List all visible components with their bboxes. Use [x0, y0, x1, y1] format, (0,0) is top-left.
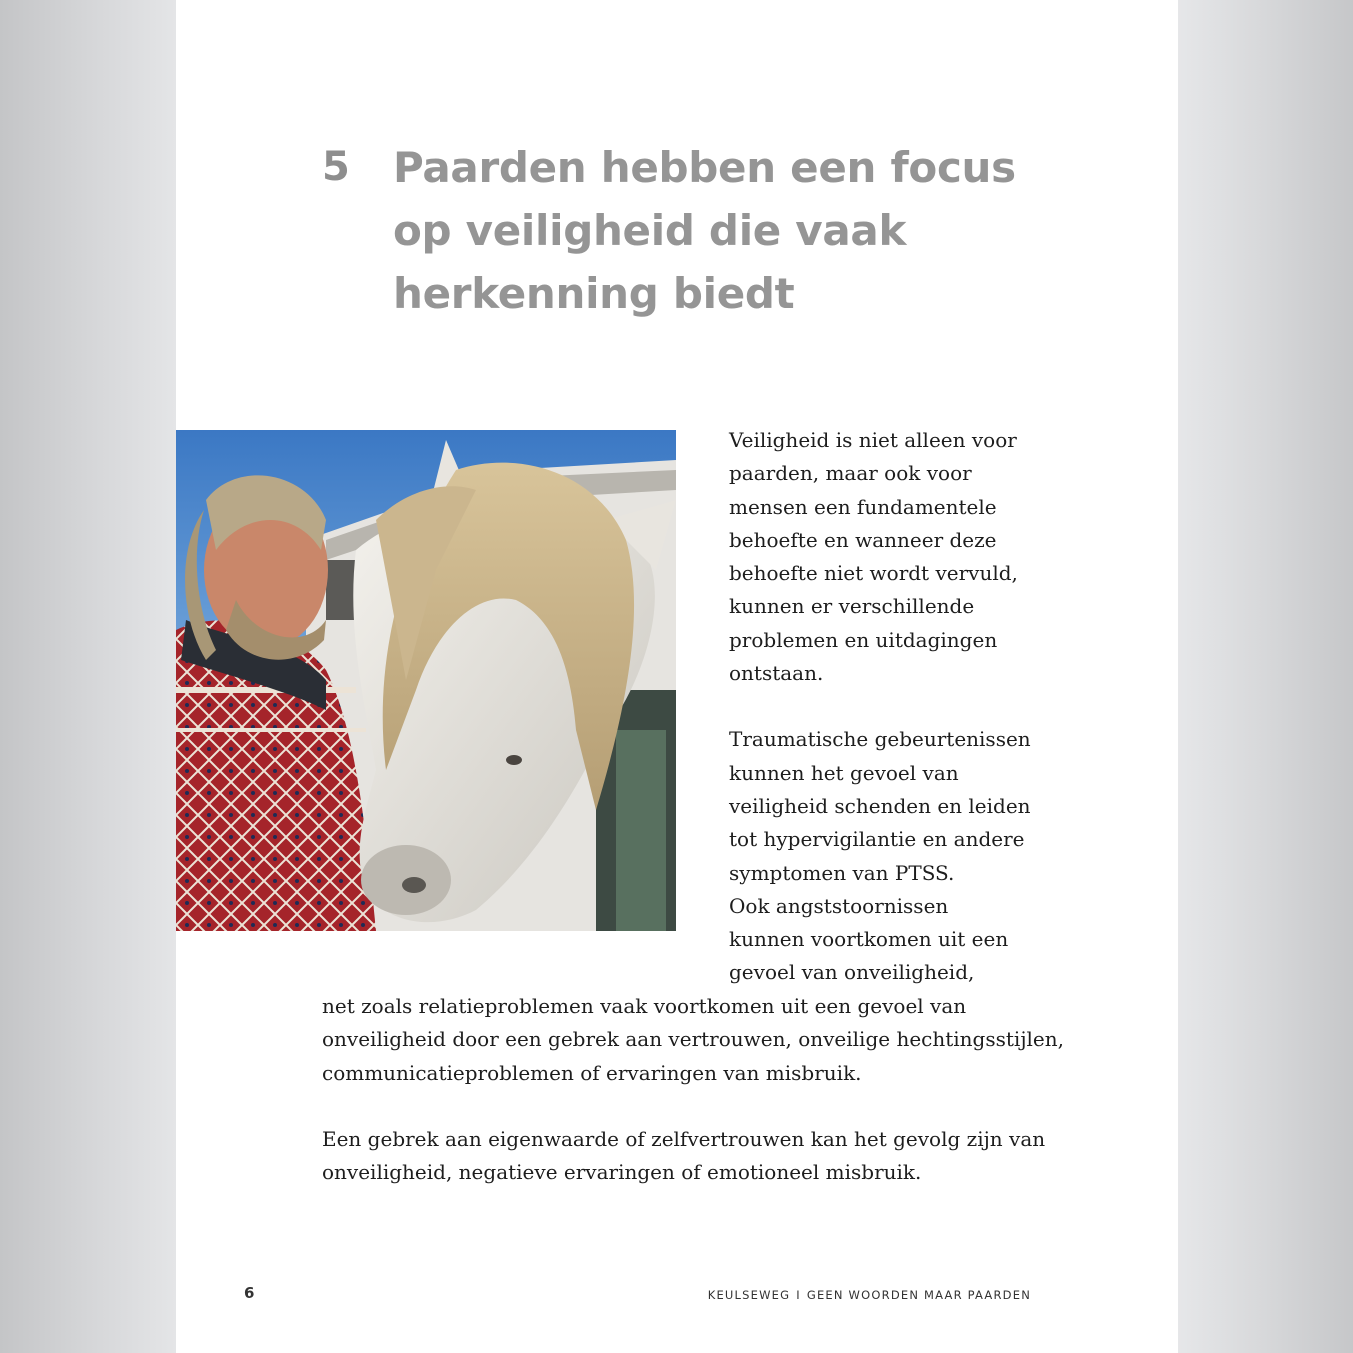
text-line: Een gebrek aan eigenwaarde of zelfvertrouwen kan het gevolg zijn van — [322, 1126, 1046, 1151]
text-line: Ook angststoornissen — [729, 893, 949, 918]
text-line: net zoals relatieproblemen vaak voortkomen uit een gevoel van — [322, 994, 967, 1018]
publication-name: KEULSEWEG — [707, 1288, 791, 1302]
paragraph-gap — [322, 1090, 1022, 1123]
text-line: onveiligheid door een gebrek aan vertrouwen, onveilige hechtingsstijlen, — [322, 1027, 1064, 1052]
running-footer — [708, 1288, 1031, 1302]
text-line: Traumatische gebeurtenissen — [729, 727, 1031, 752]
text-line: behoefte en wanneer deze — [729, 527, 997, 552]
body-text-right-column — [729, 424, 1029, 990]
text-line: Veiligheid is niet alleen voor — [729, 428, 1017, 452]
text-line: gevoel van onveiligheid, — [729, 960, 975, 985]
page-number: 6 — [244, 1284, 255, 1302]
chapter-title: Paarden hebben een focus op veiligheid die vaak herkenning biedt — [393, 143, 1016, 318]
document-page — [176, 0, 1178, 1353]
text-line: veiligheid schenden en leiden — [729, 793, 1031, 818]
text-line: communicatieproblemen of ervaringen van misbruik. — [322, 1060, 862, 1085]
text-line: behoefte niet wordt vervuld, — [729, 561, 1018, 586]
text-line: kunnen voortkomen uit een — [729, 927, 1009, 952]
chapter-number: 5 — [322, 144, 351, 190]
text-line: kunnen het gevoel van — [729, 760, 959, 785]
paragraph-gap — [729, 690, 1029, 723]
body-text-full-width — [322, 990, 1064, 1189]
text-line: kunnen er verschillende — [729, 594, 975, 619]
text-line: ontstaan. — [729, 661, 824, 686]
footer-separator: I — [796, 1288, 801, 1302]
book-title: GEEN WOORDEN MAAR PAARDEN — [806, 1288, 1031, 1302]
text-line: symptomen van PTSS. — [729, 860, 955, 885]
text-line: paarden, maar ook voor — [729, 461, 972, 486]
text-line: mensen een fundamentele — [729, 494, 997, 519]
text-line: onveiligheid, negatieve ervaringen of emotioneel misbruik. — [322, 1160, 922, 1185]
text-line: problemen en uitdagingen — [729, 627, 998, 652]
photo-man-with-horse — [176, 430, 676, 931]
text-line: tot hypervigilantie en andere — [729, 827, 1025, 852]
